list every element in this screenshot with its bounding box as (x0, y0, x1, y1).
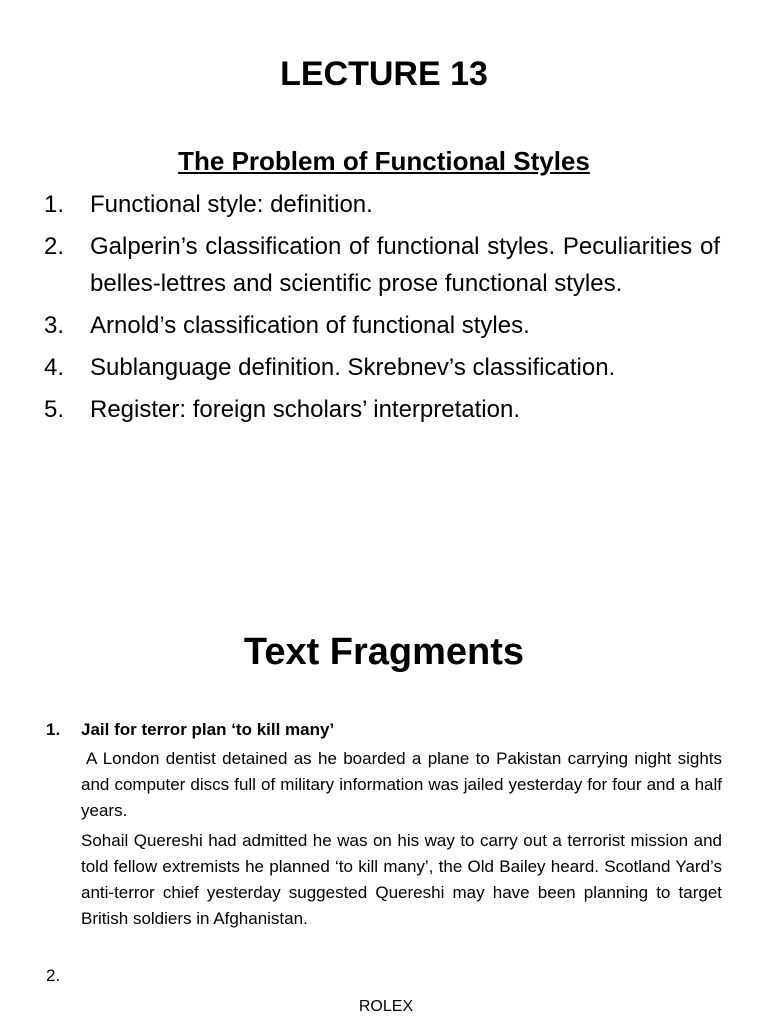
lecture-subtitle: The Problem of Functional Styles (178, 146, 590, 176)
topic-item (44, 228, 720, 302)
topic-text: Sublanguage definition. Skrebnev’s classification. (90, 354, 616, 381)
topic-text: Arnold’s classification of functional styles. (90, 312, 530, 339)
fragment-headline: Jail for terror plan ‘to kill many’ (81, 720, 335, 739)
topic-item (44, 186, 720, 223)
topic-item (44, 391, 720, 428)
fragment-body (81, 718, 722, 932)
fragment-paragraph: A London dentist detained as he boarded a plane to Pakistan carrying night sights and computer discs full of military information was jailed yesterday for four and a half years. (81, 749, 722, 820)
topic-text: Functional style: definition. (90, 191, 373, 218)
lecture-title: LECTURE 13 (280, 55, 488, 93)
fragments-title: Text Fragments (243, 631, 525, 673)
fragment-number: 1. (46, 720, 61, 739)
topic-number: 3. (44, 312, 65, 339)
topic-text: Galperin’s classification of functional styles. Peculiarities of belles-lettres and scientific prose functional styles. (90, 233, 720, 297)
fragment-item (46, 718, 722, 936)
topic-list (44, 186, 720, 433)
topic-number: 5. (44, 396, 65, 423)
topic-number: 1. (44, 191, 65, 218)
fragment-paragraph: Sohail Quereshi had admitted he was on his way to carry out a terrorist mission and told fellow extremists he planned ‘to kill many’, the Old Bailey heard. Scotland Yard’s anti-terror chief yesterday suggested Quereshi may have been planning to target British soldiers in Afghanistan. (81, 831, 722, 928)
footer-label: ROLEX (358, 998, 414, 1015)
topic-number: 4. (44, 354, 65, 381)
topic-text: Register: foreign scholars’ interpretation. (90, 396, 520, 423)
fragment-number: 2. (46, 966, 61, 985)
topic-number: 2. (44, 233, 65, 260)
topic-item (44, 349, 720, 386)
topic-item (44, 307, 720, 344)
